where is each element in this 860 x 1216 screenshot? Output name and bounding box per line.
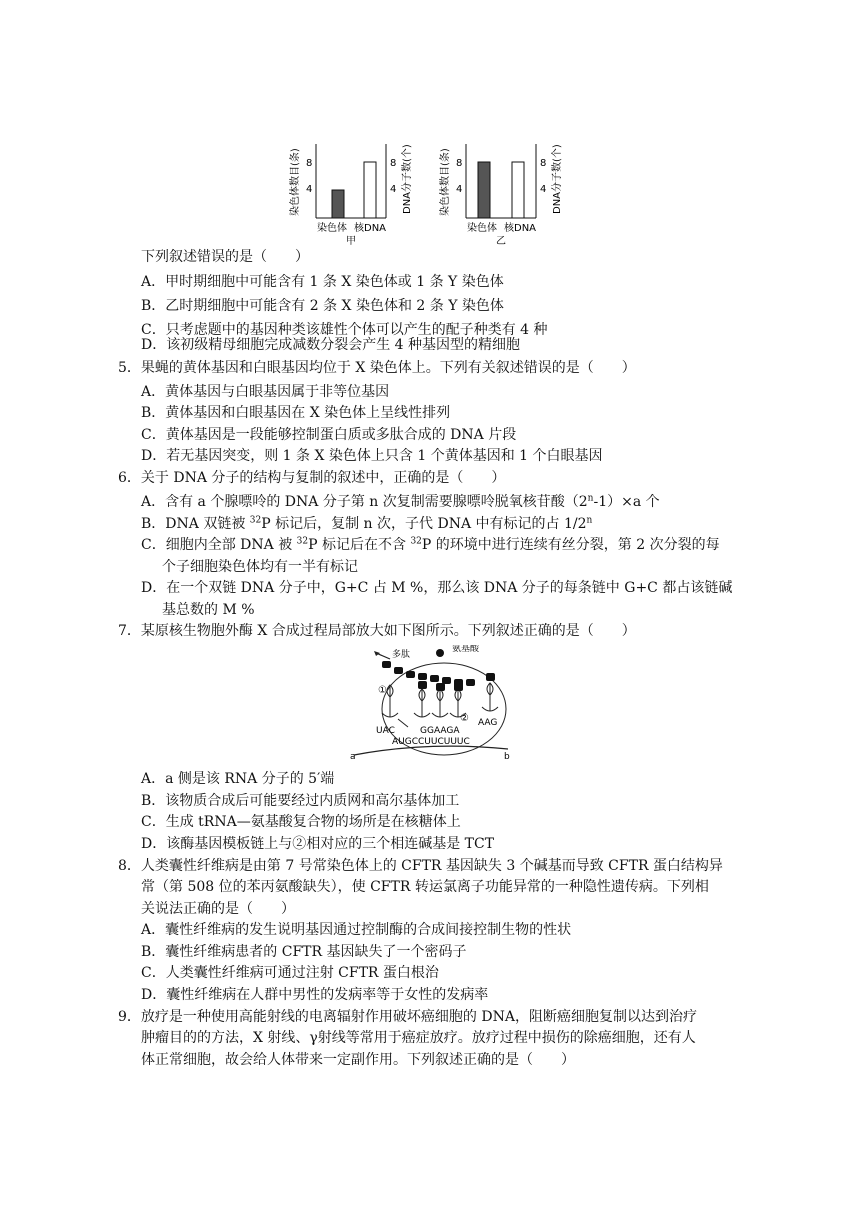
anticodon-right: AAG	[478, 718, 498, 728]
chart-jia-tick-8-left: 8	[306, 158, 313, 169]
q8-option-d: D．囊性纤维病在人群中男性的发病率等于女性的发病率	[141, 987, 489, 1003]
q6-b-mid: P 标记后，复制 n 次，子代 DNA 中有标记的占 1/2	[261, 516, 587, 532]
q8-stem-2: 常（第 508 位的苯丙氨酸缺失），使 CFTR 转运氯离子功能异常的一种隐性遗传病。下列相	[141, 879, 709, 895]
chart-jia-ylabel-left: 染色体数目(条)	[290, 148, 301, 216]
chart-jia-caption: 甲	[346, 236, 356, 247]
q6-option-d-cont: 基总数的 M %	[162, 602, 255, 618]
translation-svg	[348, 645, 518, 761]
q4-option-d: D．该初级精母细胞完成减数分裂会产生 4 种基因型的精细胞	[141, 337, 521, 353]
chart-jia-cat-1: 染色体	[317, 223, 347, 234]
chart-yi-caption: 乙	[496, 236, 506, 247]
q8-option-c: C．人类囊性纤维病可通过注射 CFTR 蛋白根治	[141, 965, 439, 981]
q8-option-b: B．囊性纤维病患者的 CFTR 基因缺失了一个密码子	[141, 944, 467, 960]
chart-jia-svg	[286, 138, 416, 248]
q7-stem: 7．某原核生物胞外酶 X 合成过程局部放大如下图所示。下列叙述正确的是（ ）	[118, 623, 636, 639]
chart-jia-tick-8-right: 8	[390, 158, 397, 169]
chart-yi-tick-4-left: 4	[456, 184, 463, 195]
q6-option-c-cont: 个子细胞染色体均有一半有标记	[162, 559, 358, 575]
label-2: ②	[460, 713, 469, 724]
chart-yi-tick-4-right: 4	[540, 184, 547, 195]
peptide-label: 多肽	[392, 650, 411, 660]
chart-yi-cat-1: 染色体	[467, 223, 497, 234]
q4-option-a: A．甲时期细胞中可能含有 1 条 X 染色体或 1 条 Y 染色体	[141, 274, 504, 290]
amino-acid-label: 氨基酸	[452, 645, 480, 654]
q8-option-a: A．囊性纤维病的发生说明基因通过控制酶的合成间接控制生物的性状	[141, 922, 572, 938]
chart-yi-tick-8-left: 8	[456, 158, 463, 169]
q5-stem: 5．果蝇的黄体基因和白眼基因均位于 X 染色体上。下列有关叙述错误的是（ ）	[118, 360, 636, 376]
q5-option-d: D．若无基因突变，则 1 条 X 染色体上只含 1 个黄体基因和 1 个白眼基因	[141, 448, 603, 464]
q5-option-a: A．黄体基因与白眼基因属于非等位基因	[141, 384, 390, 400]
q6-c-mid: P 标记后在不含	[308, 537, 411, 553]
q6-option-c	[141, 535, 720, 555]
q9-stem-3: 体正常细胞，故会给人体带来一定副作用。下列叙述正确的是（ ）	[141, 1052, 575, 1068]
chart-yi-ylabel-right: DNA分子数(个)	[552, 144, 563, 214]
q6-a-post: -1）×a 个	[593, 494, 660, 510]
q6-b-sup1: 32	[249, 515, 262, 526]
q4-option-b: B．乙时期细胞中可能含有 2 条 X 染色体和 2 条 Y 染色体	[141, 298, 504, 314]
q7-option-c: C．生成 tRNA—氨基酸复合物的场所是在核糖体上	[141, 814, 461, 830]
q5-option-b: B．黄体基因和白眼基因在 X 染色体上呈线性排列	[141, 405, 451, 421]
chart-yi-ylabel-left: 染色体数目(条)	[440, 148, 451, 216]
label-1-pointer	[398, 719, 408, 727]
chart-jia-cat-2: 核DNA	[354, 223, 387, 234]
q5-option-c: C．黄体基因是一段能够控制蛋白质或多肽合成的 DNA 片段	[141, 427, 517, 443]
chart-jia-tick-4-left: 4	[306, 184, 313, 195]
anticodon-middle: GGAAGA	[420, 726, 460, 736]
q6-a-sup: n	[587, 493, 594, 504]
q6-c-post: P 的环境中进行连续有丝分裂，第 2 次分裂的每	[421, 537, 720, 553]
chart-yi-svg	[436, 138, 566, 248]
peptide-arrow-head	[374, 651, 380, 656]
amino-acid-legend-dot	[436, 649, 444, 657]
q9-stem: 9．放疗是一种使用高能射线的电离辐射作用破坏癌细胞的 DNA，阻断癌细胞复制以达到治疗	[118, 1009, 697, 1025]
q9-stem-2: 肿瘤目的的方法，X 射线、γ射线等常用于癌症放疗。放疗过程中损伤的除癌细胞，还有人	[141, 1030, 696, 1046]
q7-option-d: D．该酶基因模板链上与②相对应的三个相连碱基是 TCT	[141, 836, 495, 852]
chart-jia-tick-4-right: 4	[390, 184, 397, 195]
chart-jia-bar-chromosome	[332, 190, 344, 218]
chart-yi-bar-dna	[512, 162, 524, 218]
translation-diagram	[348, 645, 518, 761]
chart-yi-cat-2: 核DNA	[504, 223, 537, 234]
mrna-sequence: AUGCCUUCUUUC	[392, 737, 470, 747]
q8-stem: 8．人类囊性纤维病是由第 7 号常染色体上的 CFTR 基因缺失 3 个碱基而导致 CFTR 蛋白结构异	[118, 858, 723, 874]
q7-option-a: A．a 侧是该 RNA 分子的 5′端	[141, 771, 335, 787]
chart-jia	[286, 138, 416, 248]
q4-option-c: C．只考虑题中的基因种类该雄性个体可以产生的配子种类有 4 种	[141, 322, 548, 338]
q6-a-pre: A．含有 a 个腺嘌呤的 DNA 分子第 n 次复制需要腺嘌呤脱氧核苷酸（2	[141, 494, 588, 510]
q4-stem: 下列叙述错误的是（ ）	[141, 249, 309, 265]
q6-option-b	[141, 514, 592, 534]
anticodon-left: UAC	[376, 726, 395, 736]
chart-yi	[436, 138, 566, 248]
mrna-end-a: a	[350, 752, 356, 761]
mrna-end-b: b	[504, 752, 510, 761]
chart-yi-tick-8-right: 8	[540, 158, 547, 169]
q6-option-a	[141, 492, 660, 512]
q7-option-b: B．该物质合成后可能要经过内质网和高尔基体加工	[141, 793, 460, 809]
q6-stem: 6．关于 DNA 分子的结构与复制的叙述中，正确的是（ ）	[118, 470, 506, 486]
q8-stem-3: 关说法正确的是（ ）	[141, 901, 295, 917]
chart-jia-ylabel-right: DNA分子数(个)	[402, 144, 413, 214]
q6-c-sup2: 32	[410, 536, 422, 547]
q6-c-pre: C．细胞内全部 DNA 被	[141, 537, 297, 553]
q6-option-d: D．在一个双链 DNA 分子中，G+C 占 M %，那么该 DNA 分子的每条链中 G+C 都占该链碱	[141, 580, 733, 596]
q6-b-sup2: n	[586, 515, 593, 526]
chart-jia-bar-dna	[364, 162, 376, 218]
label-1: ①	[378, 685, 387, 696]
q6-b-pre: B．DNA 双链被	[141, 516, 250, 532]
chart-yi-bar-chromosome	[478, 162, 490, 218]
q6-c-sup: 32	[296, 536, 309, 547]
